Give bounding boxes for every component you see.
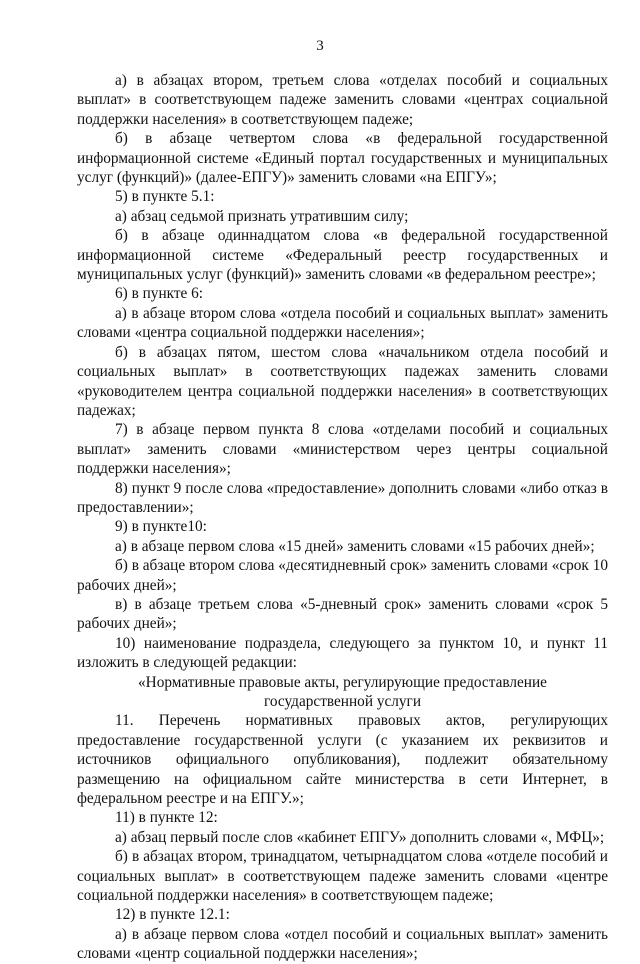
paragraph: в) в абзаце третьем слова «5-дневный срок» заменить словами «срок 5 рабочих дней»;	[77, 595, 608, 633]
paragraph: б) в абзаце четвертом слова «в федеральной государственной информационной системе «Единый портал государственных и муниципальных услуг (функций)» (далее-ЕПГУ)» заменить словами «на ЕПГУ»;	[77, 130, 608, 187]
paragraph: б) в абзаце одиннадцатом слова «в федеральной государственной информационной системе «Федеральный реестр государственных и муниципальных услуг (функций)» заменить словами «в федеральном реестре»;	[77, 227, 608, 284]
paragraph: 7) в абзаце первом пункта 8 слова «отделами пособий и социальных выплат» заменить словами «министерством через центры социальной поддержки населения»;	[77, 421, 608, 478]
paragraph: 5) в пункте 5.1:	[115, 188, 215, 206]
paragraph: а) в абзаце втором слова «отдела пособий и социальных выплат» заменить словами «центра социальной поддержки населения»;	[77, 304, 608, 342]
section-heading-line-1: «Нормативные правовые акты, регулирующие предоставление	[138, 673, 547, 691]
paragraph: 8) пункт 9 после слова «предоставление» дополнить словами «либо отказ в предоставлении»;	[77, 479, 608, 516]
paragraph: 9) в пункте10:	[115, 518, 207, 536]
section-heading-line-2: государственной услуги	[263, 693, 422, 710]
paragraph: 6) в пункте 6:	[115, 285, 204, 303]
paragraph: а) абзац седьмой признать утратившим силу;	[115, 207, 409, 225]
paragraph: 12) в пункте 12.1:	[115, 906, 230, 924]
paragraph: а) абзац первый после слов «кабинет ЕПГУ» дополнить словами «, МФЦ»;	[115, 828, 605, 846]
paragraph: б) в абзацах пятом, шестом слова «начальником отдела пособий и социальных выплат» в соответствующих падежах заменить словами «руководителем центра социальной поддержки населения» в соответствующих падежах;	[77, 343, 608, 419]
paragraph: 11. Перечень нормативных правовых актов, регулирующих предоставление государственной услуги (с указанием их реквизитов и источников официального опубликования), подлежит обязательному размещению на официальном сайте министерства в сети Интернет, в федеральном реестре и на ЕПГУ.»;	[77, 712, 608, 808]
paragraph: 10) наименование подраздела, следующего за пунктом 10, и пункт 11 изложить в следующей редакции:	[77, 634, 608, 672]
document-body	[77, 71, 608, 964]
paragraph: 11) в пункте 12:	[115, 809, 218, 827]
paragraph: а) в абзаце первом слова «15 дней» заменить словами «15 рабочих дней»;	[115, 537, 595, 555]
paragraph: б) в абзацах втором, тринадцатом, четырнадцатом слова «отделе пособий и социальных выплат» в соответствующем падеже заменить словами «центре социальной поддержки населения» в соответствующем падеже;	[77, 848, 608, 905]
paragraph: б) в абзаце втором слова «десятидневный срок» заменить словами «срок 10 рабочих дней»;	[77, 557, 608, 594]
paragraph: а) в абзацах втором, третьем слова «отделах пособий и социальных выплат» в соответствующем падеже заменить словами «центрах социальной поддержки населения» в соответствующем падеже;	[77, 72, 608, 128]
paragraph: а) в абзаце первом слова «отдел пособий и социальных выплат» заменить словами «центр социальной поддержки населения»;	[77, 925, 608, 963]
page-number: 3	[316, 38, 324, 54]
